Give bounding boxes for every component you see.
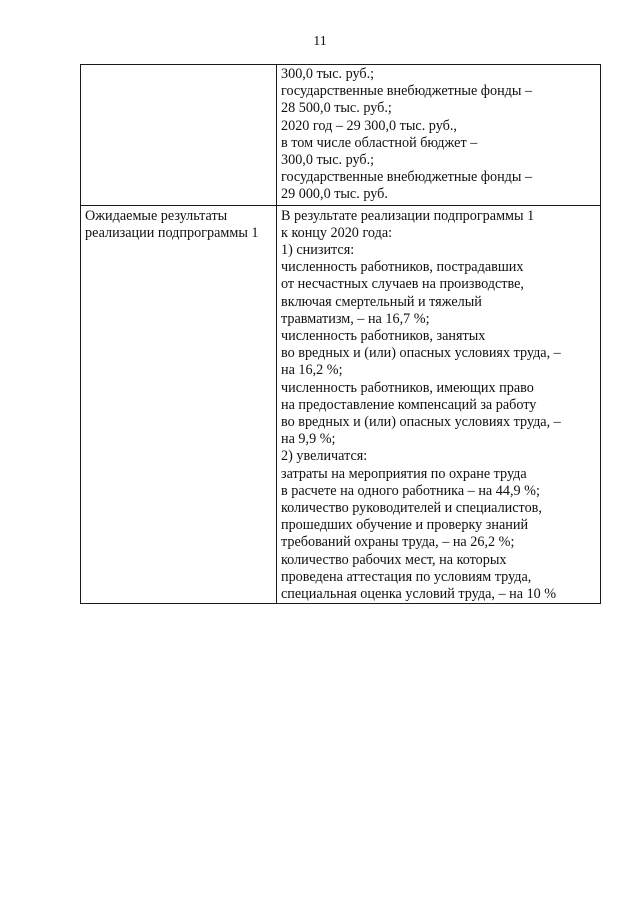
table-row-expected-results <box>81 205 601 604</box>
result-line: 2) увеличатся: <box>281 448 368 465</box>
result-line: включая смертельный и тяжелый <box>281 293 482 310</box>
funding-line: 300,0 тыс. руб.; <box>281 152 375 169</box>
funding-line: государственные внебюджетные фонды – <box>281 83 533 100</box>
result-line: специальная оценка условий труда, – на 10 % <box>281 586 557 603</box>
result-line: затраты на мероприятия по охране труда <box>281 465 527 482</box>
result-line: на 9,9 %; <box>281 431 336 448</box>
result-line: В результате реализации подпрограммы 1 <box>281 207 535 224</box>
result-line: в расчете на одного работника – на 44,9 %; <box>281 482 540 499</box>
subprogram-passport-table <box>80 64 601 604</box>
result-line: количество рабочих мест, на которых <box>281 551 507 568</box>
result-line: травматизм, – на 16,7 %; <box>281 310 430 327</box>
funding-cell <box>277 65 601 206</box>
page-number: 11 <box>313 34 327 49</box>
table-row-funding <box>81 65 601 206</box>
expected-results-label-cell <box>81 205 277 604</box>
result-line: численность работников, имеющих право <box>281 379 534 396</box>
result-line: во вредных и (или) опасных условиях труда, – <box>281 345 561 362</box>
funding-line: в том числе областной бюджет – <box>281 134 478 151</box>
result-line: прошедших обучение и проверку знаний <box>281 517 529 534</box>
result-line: от несчастных случаев на производстве, <box>281 276 524 293</box>
funding-line: 29 000,0 тыс. руб. <box>281 186 388 203</box>
result-line: численность работников, занятых <box>281 328 486 345</box>
result-line: численность работников, пострадавших <box>281 259 524 276</box>
expected-results-cell <box>277 205 601 604</box>
funding-line: 28 500,0 тыс. руб.; <box>281 100 392 117</box>
funding-line: 2020 год – 29 300,0 тыс. руб., <box>281 117 457 134</box>
funding-line: 300,0 тыс. руб.; <box>281 66 375 82</box>
result-line: проведена аттестация по условиям труда, <box>281 568 532 585</box>
result-line: 1) снизится: <box>281 242 355 259</box>
result-line: на предоставление компенсаций за работу <box>281 396 537 413</box>
result-line: к концу 2020 года: <box>281 224 393 241</box>
result-line: количество руководителей и специалистов, <box>281 500 542 517</box>
result-line: во вредных и (или) опасных условиях труда, – <box>281 414 561 431</box>
result-line: требований охраны труда, – на 26,2 %; <box>281 534 515 551</box>
result-line: на 16,2 %; <box>281 362 343 379</box>
funding-line: государственные внебюджетные фонды – <box>281 169 533 186</box>
row-label-empty <box>81 65 277 206</box>
row-label: Ожидаемые результаты <box>85 207 228 224</box>
row-label: реализации подпрограммы 1 <box>85 224 259 241</box>
